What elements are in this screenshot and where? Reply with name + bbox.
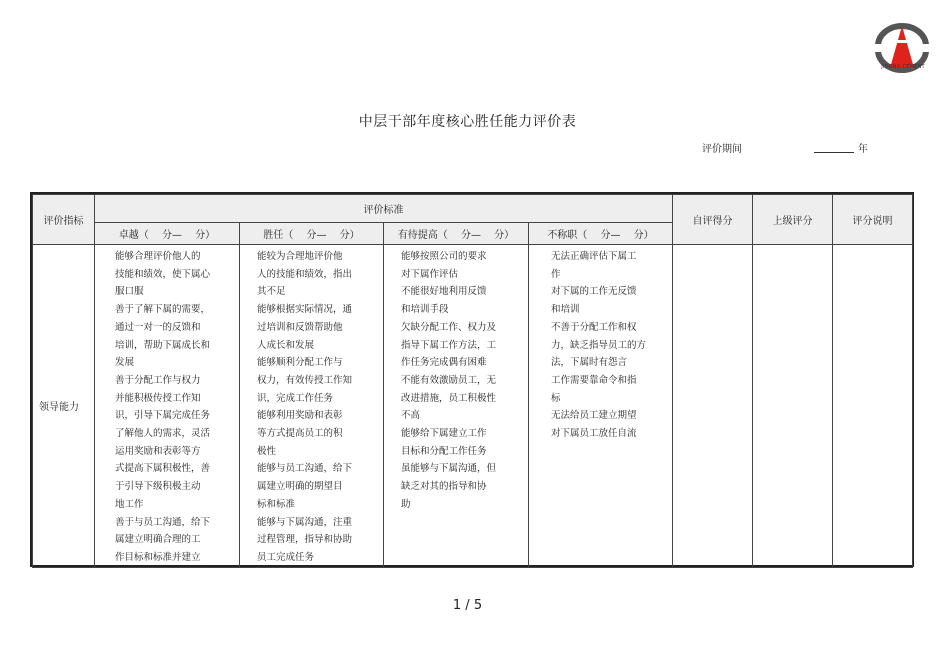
criteria-line: 识，完成工作任务 [257,392,334,404]
criteria-competent [240,245,384,568]
criteria-line: 力，缺乏指导员工的方 [551,339,647,351]
criteria-line: 式提高下属积极性，善 [115,463,211,475]
criteria-line: 能够与员工沟通，给下 [257,463,353,475]
criteria-line: 缺乏对其的指导和协 [401,481,487,493]
header-level-needs-improvement: 有待提高（ 分— 分） [384,223,529,245]
criteria-line: 能够利用奖励和表彰 [257,410,343,422]
criteria-line: 过程管理，指导和协助 [257,534,353,546]
self-score-cell[interactable] [673,245,753,568]
criteria-line: 目标和分配工作任务 [401,445,487,457]
criteria-line: 人成长和发展 [257,339,315,351]
criteria-line: 指导下属工作方法，工 [401,339,497,351]
criteria-line: 技能和绩效，使下属心 [115,268,211,280]
criteria-line: 了解他人的需求，灵活 [115,428,211,440]
criteria-line: 无法正确评估下属工 [551,251,637,262]
header-notes: 评分说明 [833,195,913,245]
evaluation-period-blank [814,152,854,153]
criteria-line: 改进措施，员工积极性 [401,392,497,404]
criteria-line: 虽能够与下属沟通，但 [401,463,497,475]
criteria-line: 能够给下属建立工作 [401,428,487,440]
criteria-line: 和培训手段 [401,304,449,316]
criteria-needs-improvement [384,245,529,568]
criteria-line: 员工完成任务 [257,551,315,563]
criteria-line: 运用奖励和表彰等方 [115,445,201,457]
criteria-line: 通过一对一的反馈和 [115,321,201,333]
criteria-line: 助 [401,498,411,510]
header-criteria: 评价标准 [95,195,673,223]
criteria-line: 无法给员工建立期望 [551,410,637,422]
header-level-incompetent: 不称职（ 分— 分） [529,223,673,245]
criteria-line: 能较为合理地评价他 [257,251,343,262]
criteria-line: 等方式提高员工的积 [257,428,343,440]
criteria-line: 标 [551,392,561,404]
criteria-incompetent [529,245,673,568]
criteria-line: 能够按照公司的要求 [401,251,487,262]
criteria-line: 地工作 [115,498,144,510]
criteria-line: 不高 [401,410,421,422]
criteria-line: 对下属的工作无反馈 [551,286,637,298]
header-level-excellent: 卓越（ 分— 分） [95,223,240,245]
criteria-line: 人的技能和绩效，指出 [257,268,353,280]
evaluation-period-label: 评价期间 [702,144,742,155]
evaluation-period-unit: 年 [858,144,868,155]
criteria-line: 作目标和标准并建立 [115,551,201,563]
criteria-line: 对下属员工放任自流 [551,428,637,440]
criteria-line: 和培训 [551,304,580,316]
criteria-line: 识，引导下属完成任务 [115,410,211,422]
criteria-line: 能够与下属沟通，注重 [257,516,353,528]
criteria-line: 于引导下级积极主动 [115,481,201,493]
criteria-line: 作任务完成偶有困难 [401,357,487,369]
criteria-line: 不善于分配工作和权 [551,321,637,333]
header-superior-score: 上级评分 [753,195,833,245]
criteria-line: 能够合理评价他人的 [115,251,201,262]
logo-text: JIDONG CEMENT [881,64,925,70]
criteria-line: 对下属作评估 [401,268,459,280]
superior-score-cell[interactable] [753,245,833,568]
criteria-line: 不能很好地利用反馈 [401,286,487,298]
header-self-score: 自评得分 [673,195,753,245]
page-title: 中层干部年度核心胜任能力评价表 [358,114,577,130]
criteria-line: 极性 [257,445,277,457]
criteria-line: 能够根据实际情况，通 [257,304,353,316]
evaluation-table [30,192,914,567]
criteria-line: 并能积极传授工作知 [115,392,201,404]
criteria-line: 法，下属时有怨言 [551,357,628,369]
indicator-cell: 领导能力 [33,245,95,568]
criteria-excellent [95,245,240,568]
criteria-line: 标和标准 [257,498,296,510]
criteria-line: 其不足 [257,286,286,298]
criteria-line: 能够顺利分配工作与 [257,357,343,369]
criteria-line: 善于分配工作与权力 [115,374,201,386]
criteria-line: 发展 [115,357,135,369]
header-level-competent: 胜任（ 分— 分） [240,223,384,245]
notes-cell[interactable] [833,245,913,568]
criteria-line: 善于了解下属的需要， [115,304,211,316]
criteria-line: 服口服 [115,286,144,298]
criteria-line: 权力，有效传授工作知 [257,374,353,386]
criteria-line: 欠缺分配工作、权力及 [401,321,497,333]
header-indicator: 评价指标 [33,195,95,245]
criteria-line: 培训，帮助下属成长和 [115,339,211,351]
criteria-line: 善于与员工沟通，给下 [115,516,211,528]
criteria-line: 属建立明确的期望目 [257,481,343,493]
criteria-line: 作 [551,268,561,280]
criteria-line: 属建立明确合理的工 [115,534,201,546]
page-number: 1 / 5 [452,598,483,613]
criteria-line: 不能有效激励员工，无 [401,374,497,386]
criteria-line: 过培训和反馈帮助他 [257,321,343,333]
criteria-line: 工作需要靠命令和指 [551,374,637,386]
